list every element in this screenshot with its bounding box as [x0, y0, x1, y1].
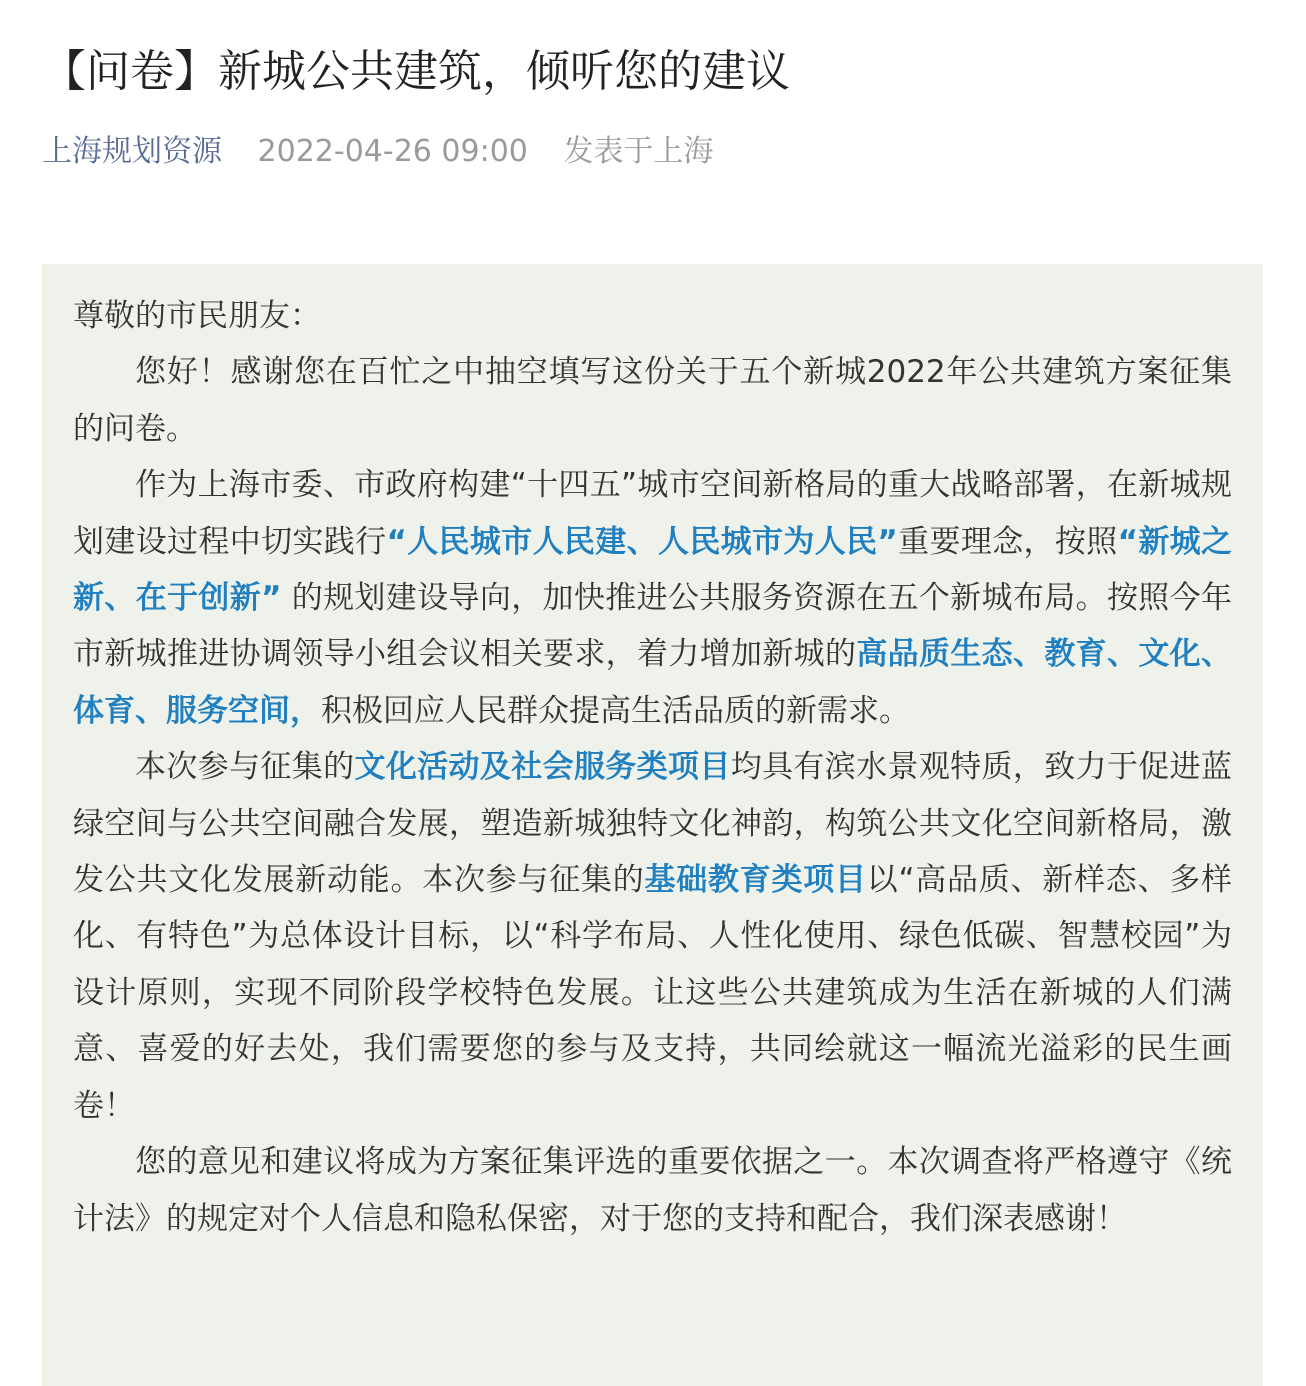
paragraph-text: 作为上海市委、市政府构建“十四五”城市空间新格局的重大战略部署，在新城规划建设过程中切实践行: [73, 467, 1232, 560]
highlight-text: 高品质生态、教育、文化、体育、服务空间，: [73, 636, 1233, 729]
author-link[interactable]: 上海规划资源: [42, 134, 222, 169]
publish-location: 发表于上海: [563, 134, 714, 169]
highlight-text: “人民城市人民建、人民城市为人民”: [386, 523, 898, 560]
highlight-text: “新城之新、在于创新”: [73, 523, 1233, 617]
publish-date: 2022-04-26 09:00: [257, 134, 528, 169]
highlight-text: 文化活动及社会服务类项目: [354, 749, 731, 786]
paragraph-text: 本次参与征集的: [135, 749, 355, 786]
letter-paragraph-2: [73, 457, 1232, 739]
article-title: 【问卷】新城公共建筑，倾听您的建议: [42, 46, 790, 97]
letter-paragraph-4: 您的意见和建议将成为方案征集评选的重要依据之一。本次调查将严格遵守《统计法》的规定对个人信息和隐私保密，对于您的支持和配合，我们深表感谢！: [73, 1144, 1232, 1237]
paragraph-text: 的规划建设导向，加快推进公共服务资源在五个新城布局。按照今年市新城推进协调领导小组会议相关要求，着力增加新城的: [73, 580, 1233, 673]
paragraph-text: 以“高品质、新样态、多样化、有特色”为总体设计目标，以“科学布局、人性化使用、绿色低碳、智慧校园”为设计原则，实现不同阶段学校特色发展。让这些公共建筑成为生活在新城的人们满意、喜爱的好去处，我们需要您的参与及支持，共同绘就这一幅流光溢彩的民生画卷！: [73, 862, 1233, 1124]
letter-box: [42, 264, 1263, 1386]
letter-greeting: 尊敬的市民朋友：: [73, 298, 321, 334]
paragraph-text: 均具有滨水景观特质，致力于促进蓝绿空间与公共空间融合发展，塑造新城独特文化神韵，构筑公共文化空间新格局，激发公共文化发展新动能。本次参与征集的: [73, 749, 1233, 899]
paragraph-text: 积极回应人民群众提高生活品质的新需求。: [321, 692, 910, 729]
letter-paragraph-3: [73, 739, 1232, 1134]
highlight-text: 基础教育类项目: [644, 862, 867, 899]
letter-paragraph-1: 您好！感谢您在百忙之中抽空填写这份关于五个新城2022年公共建筑方案征集的问卷。: [73, 354, 1232, 447]
paragraph-text: 重要理念，按照: [897, 523, 1118, 560]
article-meta: [42, 130, 739, 174]
